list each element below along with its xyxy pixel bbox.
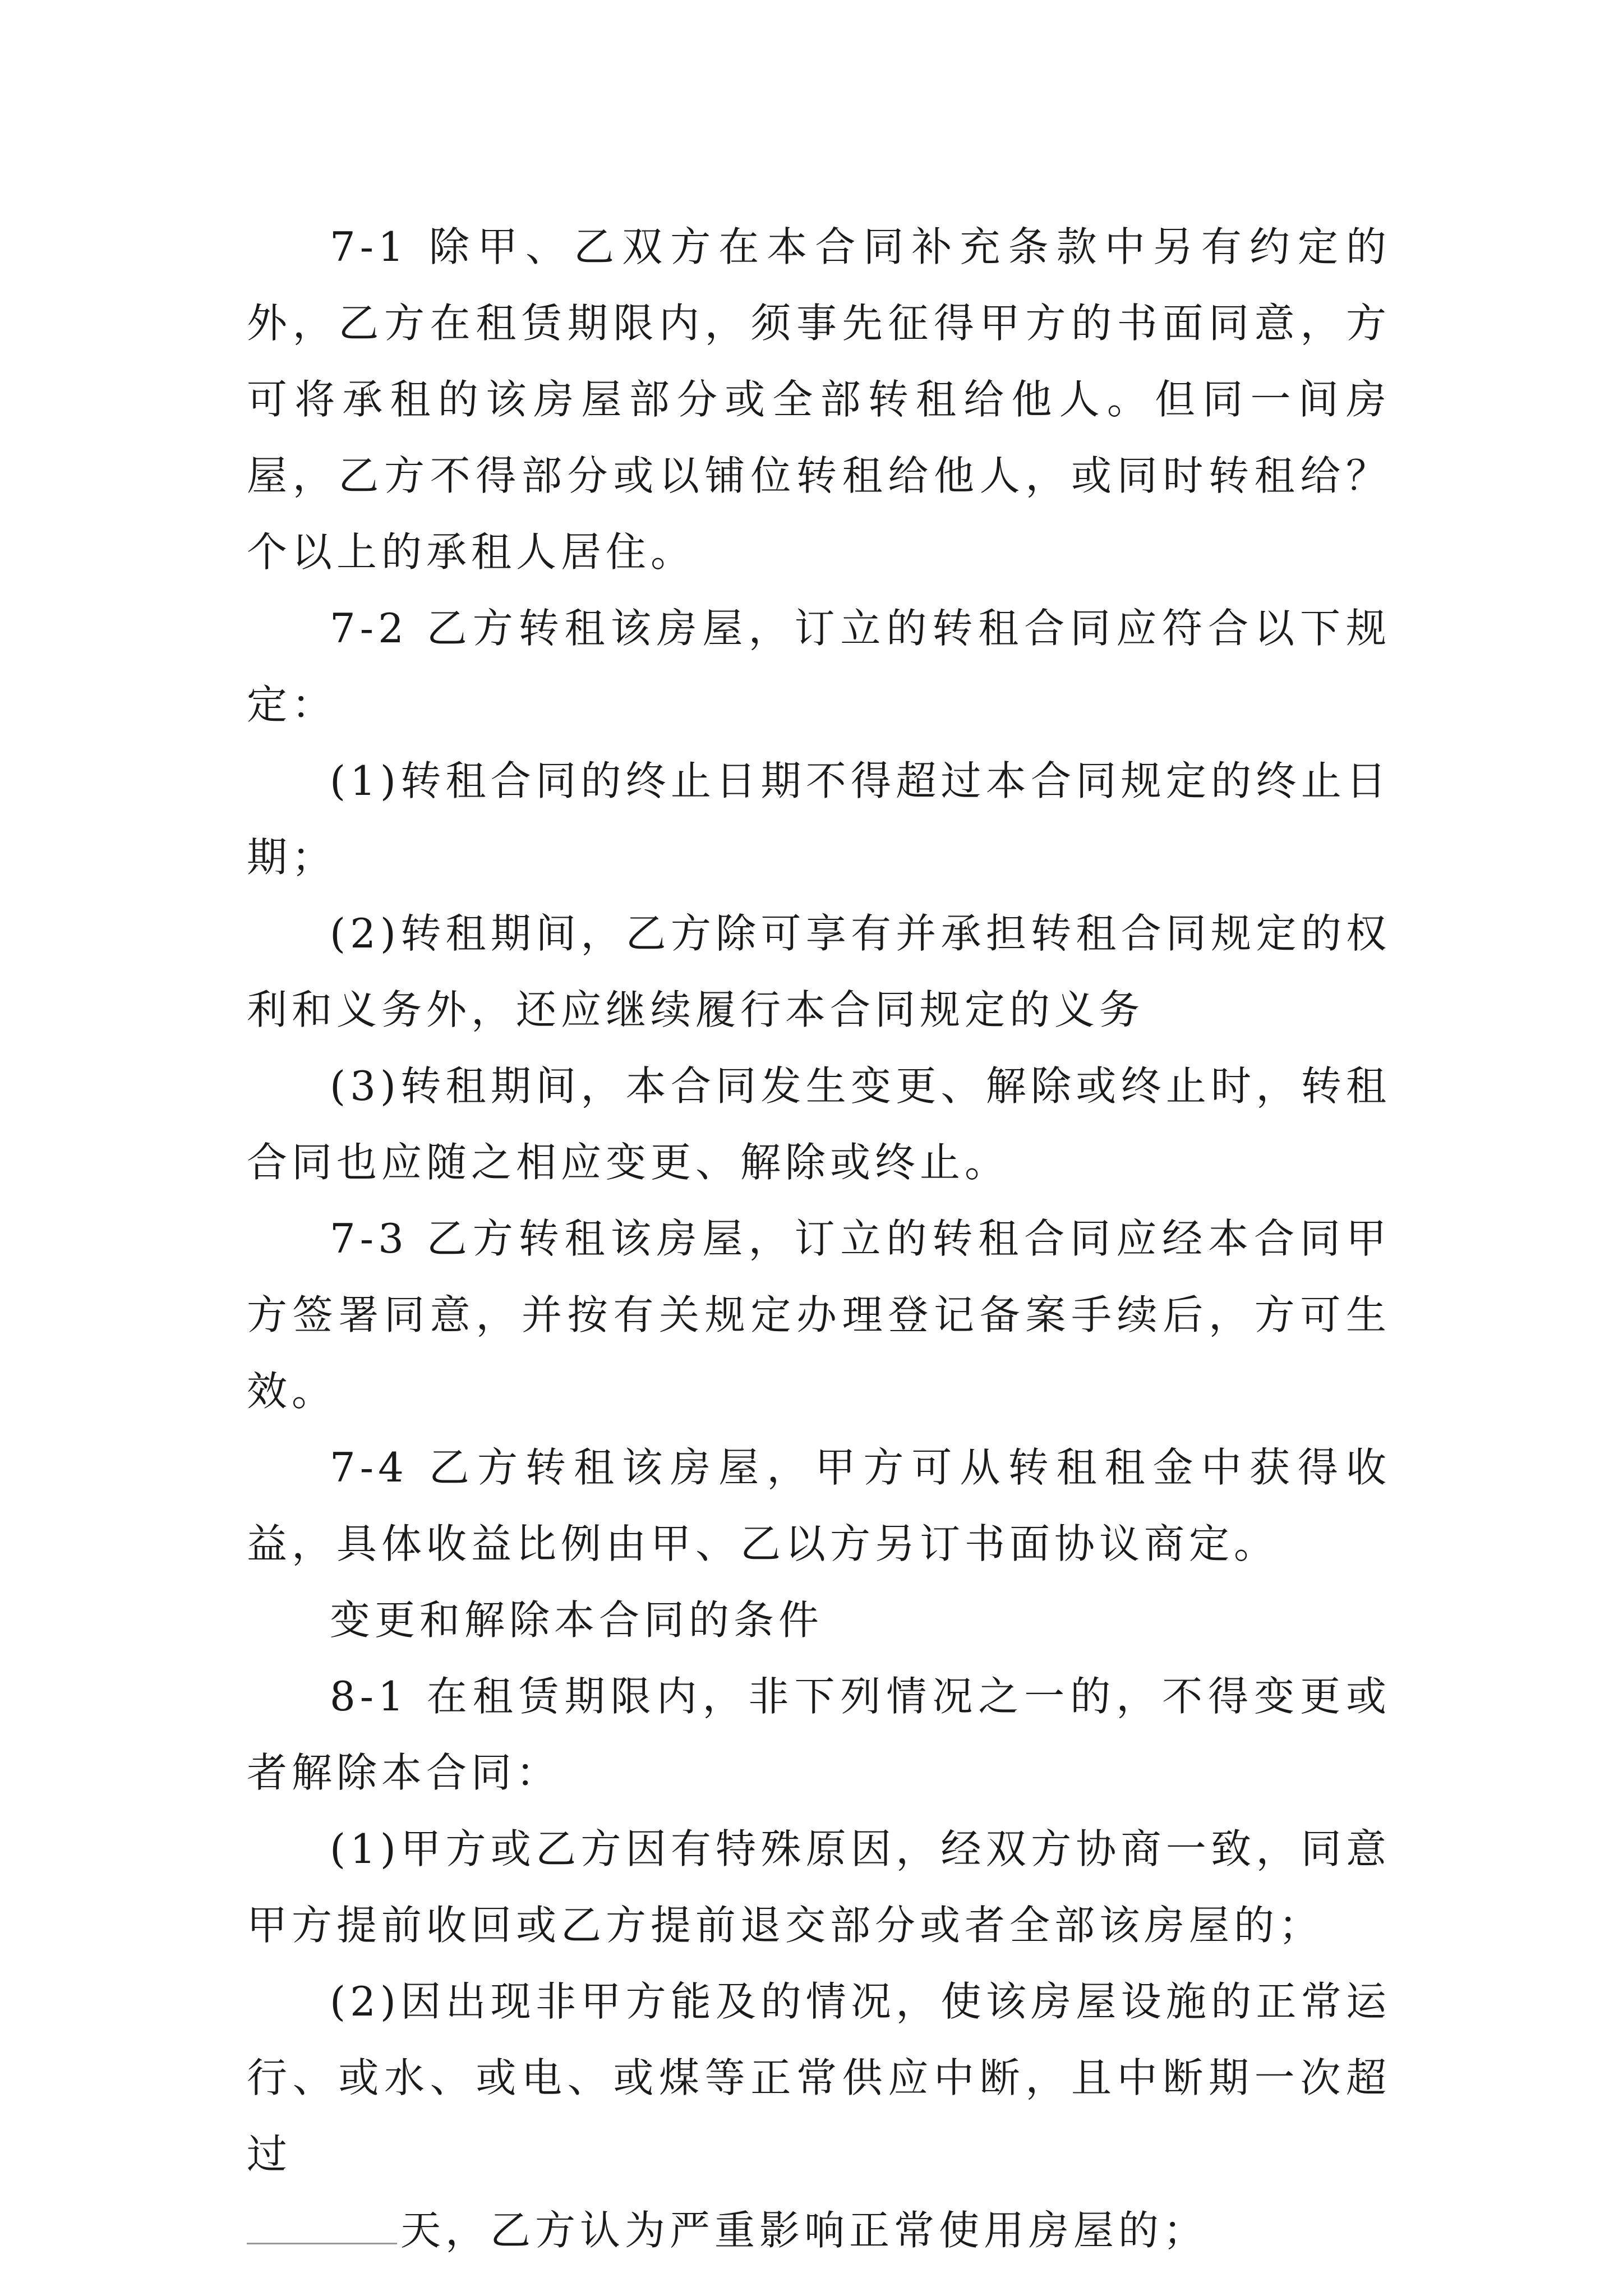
fill-in-blank-days: [247, 2202, 397, 2244]
paragraph-7-2-item-3: (3)转租期间，本合同发生变更、解除或终止时，转租合同也应随之相应变更、解除或终止。: [247, 1062, 1391, 1186]
paragraph-8-1: 8-1 在租赁期限内，非下列情况之一的，不得变更或者解除本合同：: [247, 1673, 1391, 1796]
paragraph-7-2-item-1: (1)转租合同的终止日期不得超过本合同规定的终止日期；: [247, 757, 1391, 881]
paragraph-7-4: 7-4 乙方转租该房屋，甲方可从转租租金中获得收益，具体收益比例由甲、乙以方另订书面协议商定。: [247, 1444, 1391, 1567]
paragraph-8-1-item-2-continuation: [247, 2192, 1391, 2269]
paragraph-8-1-item-2-tail: 天，乙方认为严重影响正常使用房屋的；: [400, 2207, 1209, 2254]
document-body: [247, 209, 1391, 2269]
paragraph-8-1-item-1: (1)甲方或乙方因有特殊原因，经双方协商一致，同意甲方提前收回或乙方提前退交部分或者全部该房屋的；: [247, 1825, 1391, 1949]
section-heading-change-termination: 变更和解除本合同的条件: [330, 1596, 824, 1644]
paragraph-7-2: 7-2 乙方转租该房屋，订立的转租合同应符合以下规定：: [247, 605, 1391, 728]
paragraph-8-1-item-2: (2)因出现非甲方能及的情况，使该房屋设施的正常运行、或水、或电、或煤等正常供应中断，且中断期一次超过: [247, 1978, 1391, 2178]
paragraph-7-3: 7-3 乙方转租该房屋，订立的转租合同应经本合同甲方签署同意，并按有关规定办理登记备案手续后，方可生效。: [247, 1215, 1391, 1415]
paragraph-7-1: 7-1 除甲、乙双方在本合同补充条款中另有约定的外，乙方在租赁期限内，须事先征得甲方的书面同意，方可将承租的该房屋部分或全部转租给他人。但同一间房屋，乙方不得部分或以铺位转租给他人，或同时转租给？个以上的承租人居住。: [247, 223, 1391, 576]
paragraph-7-2-item-2: (2)转租期间，乙方除可享有并承担转租合同规定的权利和义务外，还应继续履行本合同规定的义务: [247, 910, 1391, 1033]
